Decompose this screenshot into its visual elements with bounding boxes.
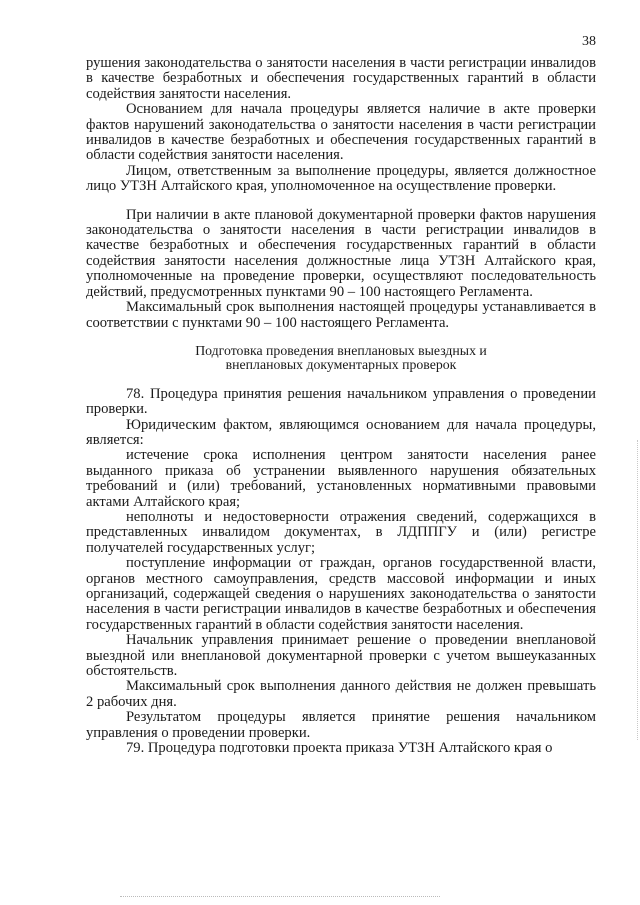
paragraph-item-78: 78. Процедура принятия решения начальником управления о проведении проверки. (86, 385, 596, 418)
paragraph-expiry: истечение срока исполнения центром занятости населения ранее выданного приказа об устранении выявленного нарушения обязательных требований и (или) требований, установленных нормативными правовыми актами Алтайского края; (86, 447, 596, 510)
scan-edge-marks (627, 440, 638, 740)
paragraph-result: Результатом процедуры является принятие решения начальником управления о проведении проверки. (86, 709, 596, 741)
paragraph-max-term: Максимальный срок выполнения настоящей процедуры устанавливается в соответствии с пунктами 90 – 100 настоящего Регламента. (86, 299, 596, 331)
paragraph-continuation: рушения законодательства о занятости населения в части регистрации инвалидов в качестве безработных и обеспечения государственных гарантий в области содействия занятости населения. (86, 55, 596, 102)
scan-bottom-marks (120, 896, 440, 899)
paragraph-decision: Начальник управления принимает решение о проведении внеплановой выездной или внеплановой документарной проверки с учетом вышеуказанных обстоятельств. (86, 632, 596, 680)
paragraph-incompleteness: неполноты и недостоверности отражения сведений, содержащихся в представленных инвалидом документах, в ЛДППГУ и (или) регистре получателей государственных услуг; (86, 508, 596, 556)
paragraph-item-79: 79. Процедура подготовки проекта приказа УТЗН Алтайского края о (126, 740, 553, 757)
section-heading (86, 344, 596, 373)
paragraph-violations: При наличии в акте плановой документарной проверки фактов нарушения законодательства о занятости населения в части регистрации инвалидов в качестве безработных и обеспечения государственных гарантий в области содействия занятости населения должностные лица УТЗН Алтайского края, уполномоченные на проведение проверки, осуществляют последовательность действий, предусмотренных пунктами 90 – 100 настоящего Регламента. (86, 206, 596, 300)
paragraph-responsible: Лицом, ответственным за выполнение процедуры, является должностное лицо УТЗН Алтайского края, уполномоченное на осуществление проверки. (86, 162, 596, 195)
page-number: 38 (582, 34, 596, 49)
paragraph-deadline: Максимальный срок выполнения данного действия не должен превышать 2 рабочих дня. (86, 678, 596, 710)
paragraph-legal-fact: Юридическим фактом, являющимся основанием для начала процедуры, является: (86, 416, 596, 448)
paragraph-basis: Основанием для начала процедуры является наличие в акте проверки фактов нарушений законодательства о занятости населения в части регистрации инвалидов в качестве безработных и обеспечения государственных гарантий в области содействия занятости населения. (86, 101, 596, 164)
paragraph-information: поступление информации от граждан, органов государственной власти, органов местного самоуправления, средств массовой информации и иных организаций, содержащей сведения о нарушениях законодательства о занятости населения в части регистрации инвалидов в качестве безработных и обеспечения государственных гарантий в области содействия занятости населения. (86, 555, 596, 633)
document-body (86, 56, 596, 756)
section-heading-line-2: внеплановых документарных проверок (225, 357, 457, 373)
section-heading-line-1: Подготовка проведения внеплановых выездных и (195, 342, 487, 358)
